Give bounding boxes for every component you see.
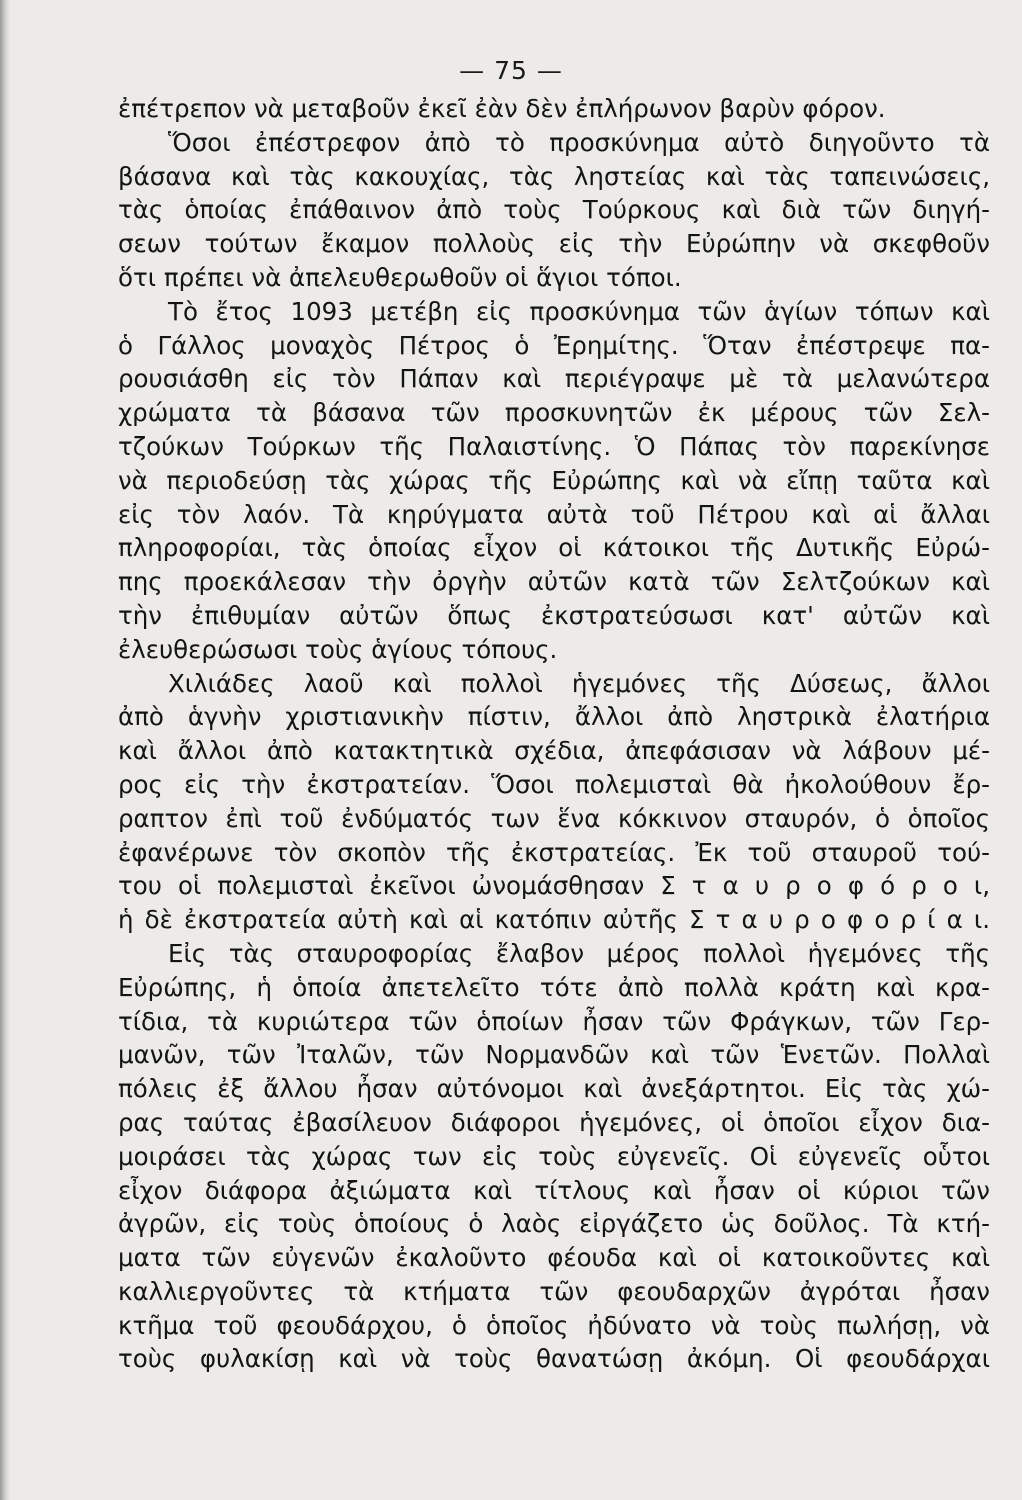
text-line: ματα τῶν εὐγενῶν ἐκαλοῦντο φέουδα καὶ οἱ κατοικοῦντες καὶ [118,1243,990,1273]
paragraph-4 [118,667,990,937]
text-line: ἐπέτρεπον νὰ μεταβοῦν ἐκεῖ ἐὰν δὲν ἐπλήρωνον βαρὺν φόρον. [118,94,886,123]
text-line: ἐφανέρωνε τὸν σκοπὸν τῆς ἐκστρατείας. Ἐκ τοῦ σταυροῦ τού- [118,837,990,867]
page-edge-shadow [0,0,10,1500]
text-line: τοὺς φυλακίσῃ καὶ νὰ τοὺς θανατώσῃ ἀκόμη. Οἱ φεουδάρχαι [118,1344,990,1374]
body-text [118,92,990,1376]
text-line: βάσανα καὶ τὰς κακουχίας, τὰς ληστείας καὶ τὰς ταπεινώσεις, [118,161,990,191]
text-line: ἡ δὲ ἐκστρατεία αὐτὴ καὶ αἱ κατόπιν αὐτῆς Σ τ α υ ρ ο φ ο ρ ί α ι. [118,905,990,935]
text-line: ρος εἰς τὴν ἐκστρατείαν. Ὅσοι πολεμισταὶ θὰ ἠκολούθουν ἔρ- [118,769,990,799]
text-line: Εἰς τὰς σταυροφορίας ἔλαβον μέρος πολλοὶ ἡγεμόνες τῆς [168,938,990,968]
text-line: ἀπὸ ἁγνὴν χριστιανικὴν πίστιν, ἄλλοι ἀπὸ ληστρικὰ ἐλατήρια [118,702,990,732]
text-line: τὰς ὁποίας ἐπάθαινον ἀπὸ τοὺς Τούρκους καὶ διὰ τῶν διηγή- [118,195,990,225]
text-line: Τὸ ἔτος 1093 μετέβη εἰς προσκύνημα τῶν ἁγίων τόπων καὶ [168,296,990,326]
text-line: σεων τούτων ἔκαμον πολλοὺς εἰς τὴν Εὐρώπην νὰ σκεφθοῦν [118,229,990,259]
text-line: ρουσιάσθη εἰς τὸν Πάπαν καὶ περιέγραψε μὲ τὰ μελανώτερα [118,364,990,394]
text-line: ρας ταύτας ἐβασίλευον διάφοροι ἡγεμόνες, οἱ ὁποῖοι εἶχον δια- [118,1107,990,1137]
paragraph-5 [118,937,990,1376]
text-line: πόλεις ἐξ ἄλλου ἦσαν αὐτόνομοι καὶ ἀνεξάρτητοι. Εἰς τὰς χώ- [118,1074,990,1104]
paragraph-2 [118,126,990,295]
text-line: μοιράσει τὰς χώρας των εἰς τοὺς εὐγενεῖς. Οἱ εὐγενεῖς οὗτοι [118,1141,990,1171]
paragraph-1 [118,92,990,126]
text-line: χρώματα τὰ βάσανα τῶν προσκυνητῶν ἐκ μέρους τῶν Σελ- [118,398,990,428]
text-line: μανῶν, τῶν Ἰταλῶν, τῶν Νορμανδῶν καὶ τῶν Ἑνετῶν. Πολλαὶ [118,1040,990,1070]
text-line: εἶχον διάφορα ἀξιώματα καὶ τίτλους καὶ ἦσαν οἱ κύριοι τῶν [118,1175,990,1205]
text-line: πληροφορίαι, τὰς ὁποίας εἶχον οἱ κάτοικοι τῆς Δυτικῆς Εὐρώ- [118,533,990,563]
text-line: ὁ Γάλλος μοναχὸς Πέτρος ὁ Ἐρημίτης. Ὅταν ἐπέστρεψε πα- [118,330,990,360]
text-line: τὴν ἐπιθυμίαν αὐτῶν ὅπως ἐκστρατεύσωσι κατ' αὐτῶν καὶ [118,600,990,630]
text-line: πης προεκάλεσαν τὴν ὀργὴν αὐτῶν κατὰ τῶν Σελτζούκων καὶ [118,567,990,597]
text-line: ἐλευθερώσωσι τοὺς ἁγίους τόπους. [118,634,558,664]
text-line: τζούκων Τούρκων τῆς Παλαιστίνης. Ὁ Πάπας τὸν παρεκίνησε [118,431,990,461]
text-line: ραπτον ἐπὶ τοῦ ἐνδύματός των ἕνα κόκκινον σταυρόν, ὁ ὁποῖος [118,803,990,833]
text-line: Χιλιάδες λαοῦ καὶ πολλοὶ ἡγεμόνες τῆς Δύσεως, ἄλλοι [168,668,990,698]
text-line: Εὐρώπης, ἡ ὁποία ἀπετελεῖτο τότε ἀπὸ πολλὰ κράτη καὶ κρα- [118,972,990,1002]
text-line: ὅτι πρέπει νὰ ἀπελευθερωθοῦν οἱ ἅγιοι τόποι. [118,262,682,292]
text-line: ἀγρῶν, εἰς τοὺς ὁποίους ὁ λαὸς εἰργάζετο ὡς δοῦλος. Τὰ κτή- [118,1209,990,1239]
text-line: κτῆμα τοῦ φεουδάρχου, ὁ ὁποῖος ἠδύνατο νὰ τοὺς πωλήσῃ, νὰ [118,1310,990,1340]
text-line: καὶ ἄλλοι ἀπὸ κατακτητικὰ σχέδια, ἀπεφάσισαν νὰ λάβουν μέ- [118,736,990,766]
text-line: εἰς τὸν λαόν. Τὰ κηρύγματα αὐτὰ τοῦ Πέτρου καὶ αἱ ἄλλαι [118,499,990,529]
text-line: Ὅσοι ἐπέστρεφον ἀπὸ τὸ προσκύνημα αὐτὸ διηγοῦντο τὰ [168,127,990,157]
text-line: του οἱ πολεμισταὶ ἐκεῖνοι ὠνομάσθησαν Σ τ α υ ρ ο φ ό ρ ο ι, [118,871,990,901]
paragraph-3 [118,295,990,667]
text-line: τίδια, τὰ κυριώτερα τῶν ὁποίων ἦσαν τῶν Φράγκων, τῶν Γερ- [118,1006,990,1036]
text-line: νὰ περιοδεύσῃ τὰς χώρας τῆς Εὐρώπης καὶ νὰ εἴπῃ ταῦτα καὶ [118,465,990,495]
page-number: — 75 — [459,56,563,85]
text-line: καλλιεργοῦντες τὰ κτήματα τῶν φεουδαρχῶν ἀγρόται ἦσαν [118,1276,990,1306]
